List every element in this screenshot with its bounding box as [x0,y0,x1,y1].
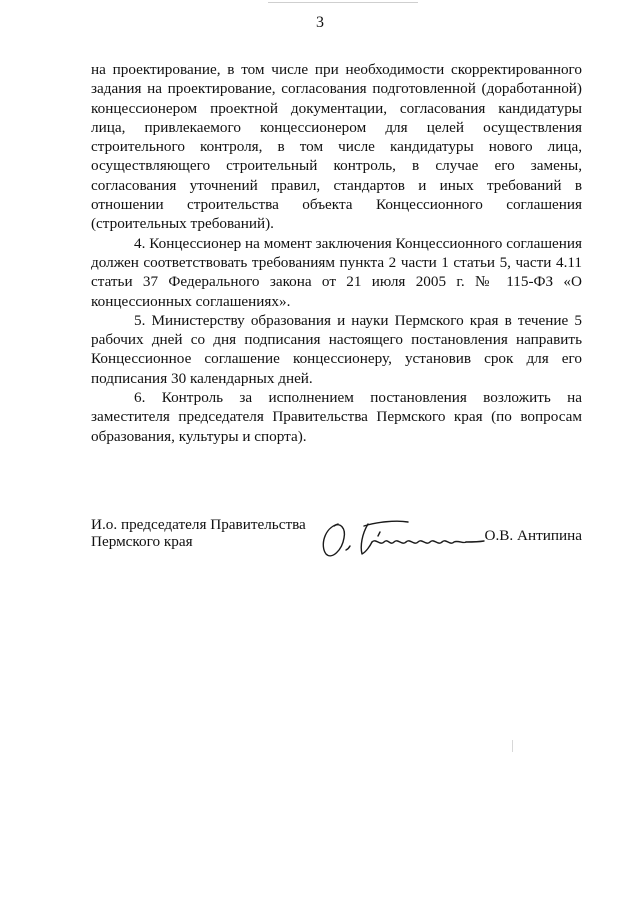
paragraph-4: 4. Концессионер на момент заключения Концессионного соглашения должен соответствовать требованиям пункта 2 части 1 статьи 5, части 4.11 статьи 37 Федерального закона от 21 июля 2005 г. № 115-ФЗ «О концессионных соглашениях». [91,234,582,310]
top-scan-rule [268,2,418,3]
paragraph-continuation: на проектирование, в том числе при необходимости скорректированного задания на проектирование, согласования подготовленной (доработанной) концессионером проектной документации, согласования кандидатуры лица, привлекаемого концессионером для целей осуществления строительного контроля, в том числе кандидатуры нового лица, осуществляющего строительный контроль, в случае его замены, согласования уточнений правил, стандартов и иных требований в отношении строительства объекта Концессионного соглашения (строительных требований). [91,61,582,233]
handwritten-signature [316,516,486,560]
page-number: 3 [316,14,324,31]
signature-block [91,516,582,576]
signer-name: О.В. Антипина [484,527,582,544]
paragraph-6: 6. Контроль за исполнением постановления возложить на заместителя председателя Правительства Пермского края (по вопросам образования, культуры и спорта). [91,389,582,445]
scan-artifact [512,740,513,752]
document-body [91,60,582,446]
signer-title: И.о. председателя Правительства Пермского края [91,516,306,550]
paragraph-5: 5. Министерству образования и науки Пермского края в течение 5 рабочих дней со дня подписания настоящего постановления направить Концессионное соглашение концессионеру, установив срок для его подписания 30 календарных дней. [91,311,582,387]
